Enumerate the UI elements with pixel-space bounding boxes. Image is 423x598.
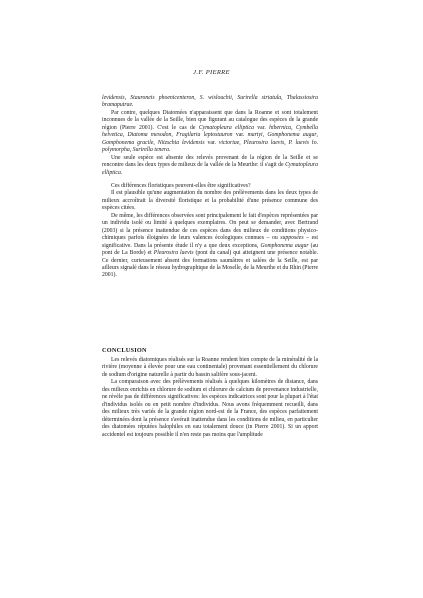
paragraph-plausibility: Il est plausible qu'une augmentation du nombre des prélèvements dans les deux types de milieux accroîtrait la diversité floristique et la probabilité d'une présence commune des espèces citées. xyxy=(102,190,318,212)
paragraph-conclusion-2: La comparaison avec des prélèvements réalisés à quelques kilomètres de distance, dans des milieux enrichis en chlorure de sodium et chlorure de calcium de provenance industrielle, ne révèle pas de différences significatives: les espèces indicatrices sont pour la plupart à l'état d'individus isolés ou en petit nombre d'individus. Nous avons fréquemment recueilli, dans des milieux très variés de la grande région nord-est de la France, des espèces parfaitement déterminées dont la présence s'avérait inattendue dans les conditions de milieu, en particulier des diatomées réputées halophiles en eau totalement douce (in Pierre 2001). Si un apport accidentel est toujours possible il n'en reste pas moins que l'amplitude xyxy=(102,379,318,438)
paragraph-conclusion-1: Les relevés diatomiques réalisés sur la Roanne rendent bien compte de la minéralité de la rivière (moyenne à élevée pour une eau continentale) provenant essentiellement du chlorure de sodium d'origine naturelle à partir du bassin salifère sous-jacent. xyxy=(102,357,318,378)
paragraph-single-absent-species: Une seule espèce est absente des relevés provenant de la région de la Seille et se rencontre dans les deux types de milieux de la vallée de la Meurthe: il s'agit de Cymatopleura elliptica. xyxy=(102,154,318,176)
section-heading-conclusion: CONCLUSION xyxy=(102,347,147,354)
body-text-conclusion xyxy=(102,357,318,439)
paragraph-roanne-only-species: Par contre, quelques Diatomées n'apparaissent que dans la Roanne et sont totalement inconnues de la vallée de la Seille, bien que figurant au catalogue des espèces de la grande région (Pierre 2001). C'est le cas de Cymatopleura elliptica var. hibernica, Cymbella helvetica, Diatoma mesodon, Fragilaria leptostauron var. martyi, Gomphonema augur, Gomphonema gracile, Nitzschia levidensis var. victoriae, Pleurosira laevis, P. laevis fo. polymorpha, Surirella tenera. xyxy=(102,109,319,154)
paragraph-species-list-end: levidensis, Stauroneis phoenicenteron, S. wislouchii, Surirella striatula, Thalassiosira bramaputrae. xyxy=(102,95,319,109)
paragraph-question: Ces différences floristiques peuvent-elles être significatives? xyxy=(111,182,251,189)
paragraph-differences: De même, les différences observées sont principalement le fait d'espèces représentées par un individu isolé ou limité à quelques exemplaires. On peut se demander, avec Bertrand (2003) si la présence inattendue de ces espèces dans des milieux de conditions physico-chimiques parfois éloignées de leurs valences écologiques connues – ou supposées – est significative. Dans la présente étude il n'y a que deux exceptions, Gomphonema augur (au pont de La Borde) et Pleurosira laevis (pont du canal) qui atteignent une présence notable. Ce dernier, curieusement absent des formations saumâtres et salées de la Seille, est par ailleurs signalé dans le réseau hydrographique de la Moselle, de la Meurthe et du Rhin (Pierre 2001). xyxy=(102,212,318,279)
running-head: J.F. PIERRE xyxy=(193,69,230,76)
body-text-top xyxy=(102,95,318,280)
